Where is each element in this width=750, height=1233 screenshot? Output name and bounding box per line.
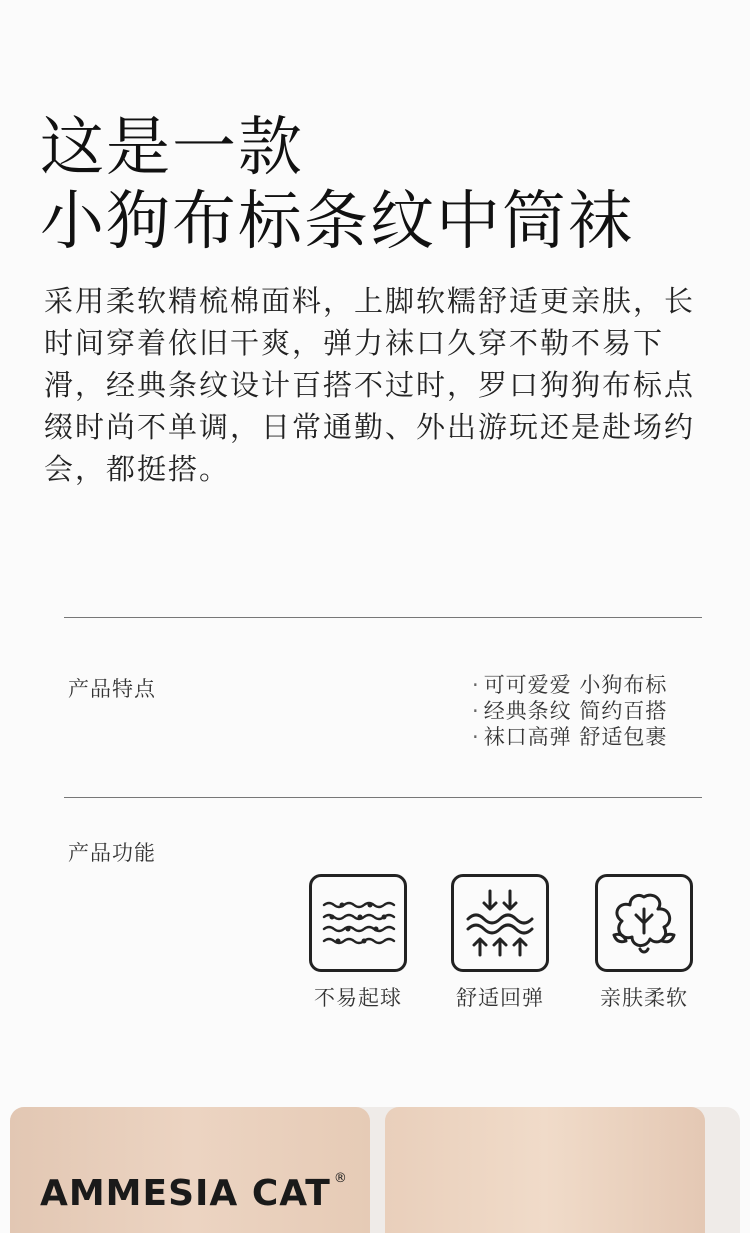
function-cotton [592,874,696,1012]
elastic-rebound-icon [451,874,549,972]
functions-label: 产品功能 [68,841,156,865]
brand-logo [40,1173,348,1214]
feature-item: · 经典条纹 简约百搭 [472,698,667,724]
sock-leg-left [10,1107,370,1233]
function-caption: 不易起球 [314,986,402,1010]
features-label: 产品特点 [68,677,156,701]
sock-leg-right [385,1107,705,1233]
divider-middle [64,797,702,798]
function-caption: 亲肤柔软 [600,986,688,1010]
features-list [472,672,667,750]
product-description: 采用柔软精梳棉面料，上脚软糯舒适更亲肤，长时间穿着依旧干爽，弹力袜口久穿不勒不易下滑，经典条纹设计百搭不过时，罗口狗狗布标点缀时尚不单调，日常通勤、外出游玩还是赴场约会，都挺搭。 [44,284,696,486]
function-anti-pilling [306,874,410,1012]
divider-top [64,617,702,618]
cotton-icon [595,874,693,972]
feature-item: · 袜口高弹 舒适包裹 [472,724,667,750]
brand-logo-text: AMMESIA CAT [40,1173,331,1214]
registered-mark: ® [333,1171,348,1186]
function-elastic-rebound [448,874,552,1012]
function-caption: 舒适回弹 [456,986,544,1010]
heading-line-2: 小狗布标条纹中筒袜 [40,185,634,259]
product-photo [10,1107,740,1233]
feature-item: · 可可爱爱 小狗布标 [472,672,667,698]
heading-line-1: 这是一款 [40,111,304,185]
anti-pilling-icon [309,874,407,972]
